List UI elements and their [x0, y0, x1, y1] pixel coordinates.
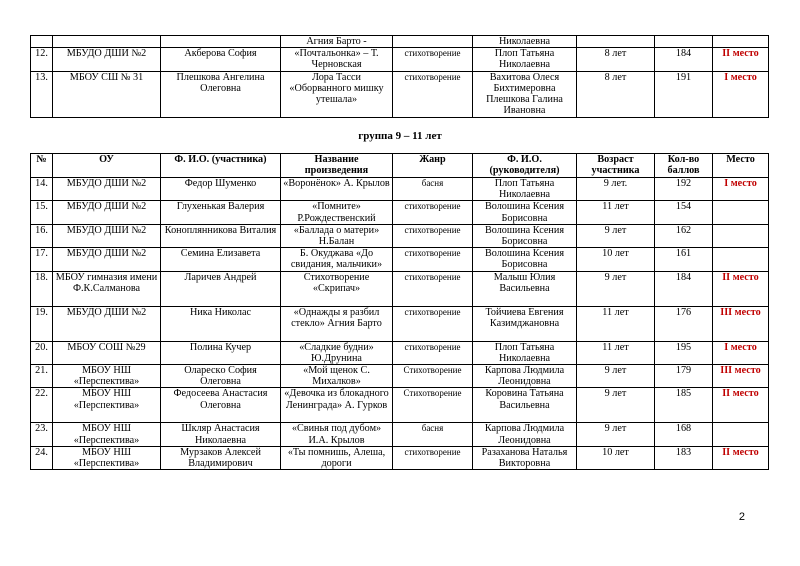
- header-score: Кол-во баллов: [655, 154, 713, 178]
- participant-cell: Плешкова Ангелина Олеговна: [161, 71, 281, 117]
- age-cell: 9 лет: [577, 271, 655, 306]
- org-cell: МБОУ гимназия имени Ф.К.Салманова: [53, 271, 161, 306]
- org-cell: МБУДО ДШИ №2: [53, 48, 161, 71]
- place-cell: [713, 224, 769, 247]
- table-header-row: [31, 154, 769, 178]
- age-cell: 9 лет: [577, 423, 655, 446]
- score-cell: [655, 36, 713, 48]
- org-cell: МБУДО ДШИ №2: [53, 248, 161, 271]
- place-cell: II место: [713, 388, 769, 423]
- work-cell: «Ты помнишь, Алеша, дороги: [281, 446, 393, 469]
- work-cell: «Воронёнок» А. Крылов: [281, 178, 393, 201]
- leader-cell: Волошина Ксения Борисовна: [473, 248, 577, 271]
- header-participant: Ф. И.О. (участника): [161, 154, 281, 178]
- participant-cell: Федор Шуменко: [161, 178, 281, 201]
- org-cell: МБУДО ДШИ №2: [53, 201, 161, 224]
- place-cell: II место: [713, 446, 769, 469]
- work-cell: Б. Окуджава «До свидания, мальчики»: [281, 248, 393, 271]
- age-cell: 8 лет: [577, 71, 655, 117]
- participant-cell: Ларичев Андрей: [161, 271, 281, 306]
- participant-cell: Глухенькая Валерия: [161, 201, 281, 224]
- genre-cell: басня: [393, 423, 473, 446]
- leader-cell: Вахитова Олеся Бихтимеровна Плешкова Галина Ивановна: [473, 71, 577, 117]
- work-cell: Лора Тасси «Оборванного мишку утешала»: [281, 71, 393, 117]
- work-cell: «Помните» Р.Рождественский: [281, 201, 393, 224]
- place-cell: [713, 201, 769, 224]
- row-number: 20.: [31, 341, 53, 364]
- work-cell: «Девочка из блокадного Ленинграда» А. Гурков: [281, 388, 393, 423]
- age-cell: 9 лет: [577, 365, 655, 388]
- participant-cell: Коноплянникова Виталия: [161, 224, 281, 247]
- page-number: 2: [738, 511, 745, 523]
- age-cell: [577, 36, 655, 48]
- header-place: Место: [713, 154, 769, 178]
- leader-cell: Волошина Ксения Борисовна: [473, 224, 577, 247]
- org-cell: МБОУ НШ «Перспектива»: [53, 388, 161, 423]
- place-cell: I место: [713, 178, 769, 201]
- place-cell: II место: [713, 48, 769, 71]
- org-cell: МБУДО ДШИ №2: [53, 224, 161, 247]
- participant-cell: Семина Елизавета: [161, 248, 281, 271]
- place-cell: I место: [713, 341, 769, 364]
- place-cell: III место: [713, 306, 769, 341]
- participant-cell: Федосеева Анастасия Олеговна: [161, 388, 281, 423]
- table-row: [31, 341, 769, 364]
- leader-cell: Карпова Людмила Леонидовна: [473, 365, 577, 388]
- age-cell: 9 лет.: [577, 178, 655, 201]
- leader-cell: Волошина Ксения Борисовна: [473, 201, 577, 224]
- row-number: 14.: [31, 178, 53, 201]
- age-cell: 11 лет: [577, 306, 655, 341]
- header-num: №: [31, 154, 53, 178]
- work-cell: Стихотворение «Скрипач»: [281, 271, 393, 306]
- table-row: [31, 306, 769, 341]
- age-cell: 8 лет: [577, 48, 655, 71]
- score-cell: 154: [655, 201, 713, 224]
- table-row: [31, 423, 769, 446]
- score-cell: 176: [655, 306, 713, 341]
- genre-cell: басня: [393, 178, 473, 201]
- group-title: группа 9 – 11 лет: [358, 130, 442, 142]
- leader-cell: Тойчиева Евгения Казимджановна: [473, 306, 577, 341]
- genre-cell: стихотворение: [393, 224, 473, 247]
- score-cell: 191: [655, 71, 713, 117]
- table-row: [31, 48, 769, 71]
- place-cell: [713, 423, 769, 446]
- org-cell: МБОУ НШ «Перспектива»: [53, 365, 161, 388]
- row-number: 23.: [31, 423, 53, 446]
- header-work: Название произведения: [281, 154, 393, 178]
- place-cell: III место: [713, 365, 769, 388]
- genre-cell: Стихотворение: [393, 365, 473, 388]
- participant-cell: Акберова София: [161, 48, 281, 71]
- score-cell: 185: [655, 388, 713, 423]
- header-org: ОУ: [53, 154, 161, 178]
- table-row: [31, 224, 769, 247]
- table-row: [31, 201, 769, 224]
- genre-cell: стихотворение: [393, 248, 473, 271]
- age-cell: 10 лет: [577, 446, 655, 469]
- row-number: 19.: [31, 306, 53, 341]
- participant-cell: [161, 36, 281, 48]
- leader-cell: Малыш Юлия Васильевна: [473, 271, 577, 306]
- score-cell: 183: [655, 446, 713, 469]
- score-cell: 195: [655, 341, 713, 364]
- leader-cell: Плоп Татьяна Николаевна: [473, 178, 577, 201]
- leader-cell: Разаханова Наталья Викторовна: [473, 446, 577, 469]
- score-cell: 184: [655, 271, 713, 306]
- row-number: 21.: [31, 365, 53, 388]
- org-cell: МБОУ НШ «Перспектива»: [53, 446, 161, 469]
- participant-cell: Шкляр Анастасия Николаевна: [161, 423, 281, 446]
- age-cell: 9 лет: [577, 224, 655, 247]
- leader-cell: Карпова Людмила Леонидовна: [473, 423, 577, 446]
- genre-cell: Стихотворение: [393, 388, 473, 423]
- age-cell: 11 лет: [577, 341, 655, 364]
- score-cell: 179: [655, 365, 713, 388]
- row-number: 22.: [31, 388, 53, 423]
- genre-cell: стихотворение: [393, 306, 473, 341]
- place-cell: [713, 248, 769, 271]
- leader-cell: Плоп Татьяна Николаевна: [473, 48, 577, 71]
- header-genre: Жанр: [393, 154, 473, 178]
- genre-cell: стихотворение: [393, 341, 473, 364]
- leader-cell: Коровина Татьяна Васильевна: [473, 388, 577, 423]
- header-leader: Ф. И.О. (руководителя): [473, 154, 577, 178]
- genre-cell: стихотворение: [393, 271, 473, 306]
- score-cell: 184: [655, 48, 713, 71]
- row-number: 12.: [31, 48, 53, 71]
- genre-cell: стихотворение: [393, 48, 473, 71]
- genre-cell: стихотворение: [393, 446, 473, 469]
- age-cell: 10 лет: [577, 248, 655, 271]
- place-cell: I место: [713, 71, 769, 117]
- row-number: 24.: [31, 446, 53, 469]
- work-cell: «Мой щенок С. Михалков»: [281, 365, 393, 388]
- score-cell: 168: [655, 423, 713, 446]
- results-table-group-9-11: [30, 153, 769, 470]
- participant-cell: Оларескo София Олеговна: [161, 365, 281, 388]
- work-cell: «Почтальонка» – Т. Черновская: [281, 48, 393, 71]
- age-cell: 9 лет: [577, 388, 655, 423]
- row-number: 13.: [31, 71, 53, 117]
- table-row: [31, 248, 769, 271]
- leader-cell: Николаевна: [473, 36, 577, 48]
- row-number: 17.: [31, 248, 53, 271]
- org-cell: МБОУ СШ № 31: [53, 71, 161, 117]
- row-number: [31, 36, 53, 48]
- score-cell: 192: [655, 178, 713, 201]
- participant-cell: Ника Николас: [161, 306, 281, 341]
- org-cell: МБОУ СОШ №29: [53, 341, 161, 364]
- table-row: [31, 178, 769, 201]
- leader-cell: Плоп Татьяна Николаевна: [473, 341, 577, 364]
- work-cell: «Сладкие будни» Ю.Друнина: [281, 341, 393, 364]
- genre-cell: стихотворение: [393, 201, 473, 224]
- table-row: [31, 365, 769, 388]
- org-cell: МБУДО ДШИ №2: [53, 306, 161, 341]
- work-cell: «Однажды я разбил стекло» Агния Барто: [281, 306, 393, 341]
- row-number: 18.: [31, 271, 53, 306]
- score-cell: 162: [655, 224, 713, 247]
- org-cell: МБОУ НШ «Перспектива»: [53, 423, 161, 446]
- participant-cell: Мурзаков Алексей Владимирович: [161, 446, 281, 469]
- place-cell: [713, 36, 769, 48]
- results-table-continued: [30, 35, 769, 118]
- place-cell: II место: [713, 271, 769, 306]
- work-cell: Агния Барто -: [281, 36, 393, 48]
- score-cell: 161: [655, 248, 713, 271]
- work-cell: «Баллада о матери» Н.Балан: [281, 224, 393, 247]
- row-number: 15.: [31, 201, 53, 224]
- table-row: [31, 271, 769, 306]
- genre-cell: стихотворение: [393, 71, 473, 117]
- row-number: 16.: [31, 224, 53, 247]
- org-cell: МБУДО ДШИ №2: [53, 178, 161, 201]
- participant-cell: Полина Кучер: [161, 341, 281, 364]
- table-row: [31, 446, 769, 469]
- genre-cell: [393, 36, 473, 48]
- age-cell: 11 лет: [577, 201, 655, 224]
- org-cell: [53, 36, 161, 48]
- table-row: [31, 36, 769, 48]
- work-cell: «Свинья под дубом» И.А. Крылов: [281, 423, 393, 446]
- table-row: [31, 71, 769, 117]
- header-age: Возраст участника: [577, 154, 655, 178]
- table-row: [31, 388, 769, 423]
